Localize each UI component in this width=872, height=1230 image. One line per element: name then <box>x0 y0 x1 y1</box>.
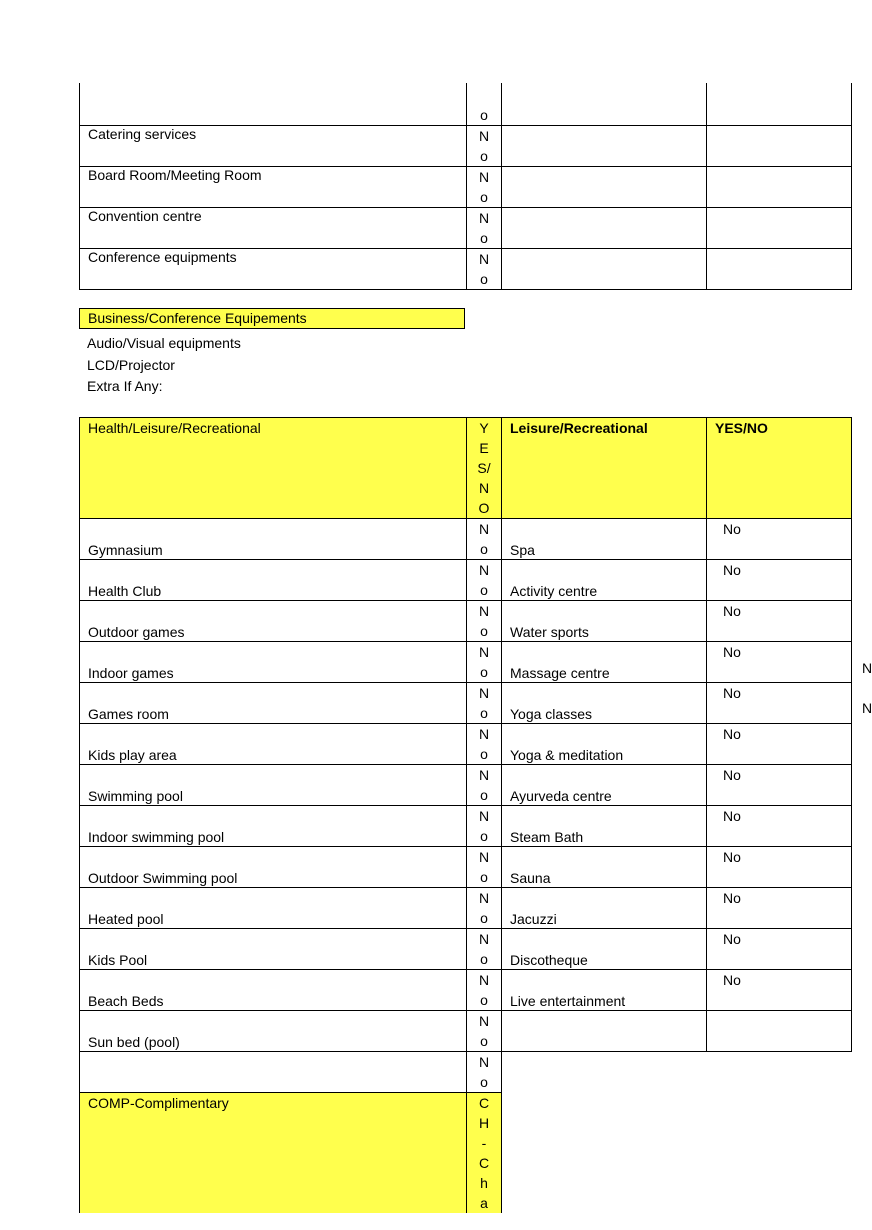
facility-label: Kids play area <box>88 747 177 763</box>
header-yes-no: YES/NO <box>477 420 491 516</box>
comp-value: CH-Cha <box>478 1095 490 1211</box>
header-health: Health/Leisure/Recreational <box>88 420 261 436</box>
service-value: No <box>478 251 490 287</box>
leisure-value: No <box>723 726 741 742</box>
table-row <box>80 83 852 126</box>
table-row <box>80 724 852 765</box>
facility-label: Beach Beds <box>88 993 164 1009</box>
leisure-value: No <box>723 767 741 783</box>
header-leisure: Leisure/Recreational <box>510 420 648 436</box>
table-row <box>80 847 852 888</box>
leisure-label: Steam Bath <box>510 829 584 845</box>
facility-value: No <box>478 849 490 885</box>
health-header-row <box>80 418 852 519</box>
facility-label <box>80 1052 466 1053</box>
facility-value: No <box>478 972 490 1008</box>
business-heading: Business/Conference Equipements <box>79 308 465 329</box>
facility-value: No <box>478 890 490 926</box>
table-row <box>80 888 852 929</box>
business-item-list <box>87 332 241 396</box>
leisure-label: Water sports <box>510 624 589 640</box>
facility-value: No <box>478 603 490 639</box>
leisure-value: No <box>723 644 741 660</box>
facility-label: Indoor games <box>88 665 174 681</box>
table-row <box>80 560 852 601</box>
table-row <box>80 929 852 970</box>
leisure-value: No <box>723 808 741 824</box>
service-label: Catering services <box>88 126 197 142</box>
service-label: Board Room/Meeting Room <box>88 167 262 183</box>
facility-value: No <box>478 726 490 762</box>
table-row <box>80 167 852 208</box>
facility-value: No <box>478 562 490 598</box>
facility-label: Sun bed (pool) <box>88 1034 180 1050</box>
facility-label: Heated pool <box>88 911 164 927</box>
leisure-label: Spa <box>510 542 535 558</box>
leisure-value: No <box>723 972 741 988</box>
leisure-value: No <box>723 931 741 947</box>
table-row <box>80 1052 852 1093</box>
facility-value: No <box>478 931 490 967</box>
service-label: Conference equipments <box>88 249 237 265</box>
table-row <box>80 970 852 1011</box>
leisure-value: No <box>723 521 741 537</box>
facility-value: No <box>478 808 490 844</box>
leisure-label: Live entertainment <box>510 993 626 1009</box>
service-value: o <box>480 107 488 123</box>
header-yes-no-right: YES/NO <box>715 420 768 436</box>
leisure-label: Massage centre <box>510 665 610 681</box>
leisure-label: Jacuzzi <box>510 911 557 927</box>
facility-label: Indoor swimming pool <box>88 829 225 845</box>
facility-label: Swimming pool <box>88 788 183 804</box>
leisure-value: No <box>723 890 741 906</box>
service-value: No <box>478 169 490 205</box>
facility-label: Health Club <box>88 583 162 599</box>
leisure-label: Discotheque <box>510 952 588 968</box>
table-row <box>80 249 852 290</box>
business-item: LCD/Projector <box>87 357 175 373</box>
health-leisure-table <box>79 417 852 1213</box>
leisure-label: Sauna <box>510 870 551 886</box>
facility-value: No <box>478 644 490 680</box>
table-row <box>80 1011 852 1052</box>
facility-label: Games room <box>88 706 169 722</box>
facility-value: No <box>478 1054 490 1090</box>
table-row <box>80 642 852 683</box>
edge-mark: N <box>862 660 872 676</box>
services-table <box>79 83 852 290</box>
table-row <box>80 601 852 642</box>
facility-value: No <box>478 521 490 557</box>
leisure-label: Activity centre <box>510 583 598 599</box>
table-row <box>80 683 852 724</box>
leisure-value: No <box>723 849 741 865</box>
table-row <box>80 806 852 847</box>
table-row <box>80 519 852 560</box>
facility-value: No <box>478 1013 490 1049</box>
business-item: Extra If Any: <box>87 378 163 394</box>
leisure-label: Yoga classes <box>510 706 592 722</box>
facility-value: No <box>478 767 490 803</box>
service-label <box>80 83 466 84</box>
table-row <box>80 126 852 167</box>
service-label: Convention centre <box>88 208 202 224</box>
edge-mark: N <box>862 700 872 716</box>
table-row <box>80 208 852 249</box>
comp-label: COMP-Complimentary <box>88 1095 229 1111</box>
business-item: Audio/Visual equipments <box>87 335 241 351</box>
facility-label: Gymnasium <box>88 542 163 558</box>
facility-label: Outdoor Swimming pool <box>88 870 238 886</box>
leisure-label <box>502 1011 706 1051</box>
leisure-value: No <box>723 603 741 619</box>
leisure-label: Yoga & meditation <box>510 747 624 763</box>
comp-row <box>80 1093 852 1214</box>
leisure-value: No <box>723 685 741 701</box>
facility-label: Kids Pool <box>88 952 148 968</box>
facility-label: Outdoor games <box>88 624 185 640</box>
service-value: No <box>478 210 490 246</box>
leisure-label: Ayurveda centre <box>510 788 612 804</box>
facility-value: No <box>478 685 490 721</box>
leisure-value: No <box>723 562 741 578</box>
table-row <box>80 765 852 806</box>
service-value: No <box>478 128 490 164</box>
